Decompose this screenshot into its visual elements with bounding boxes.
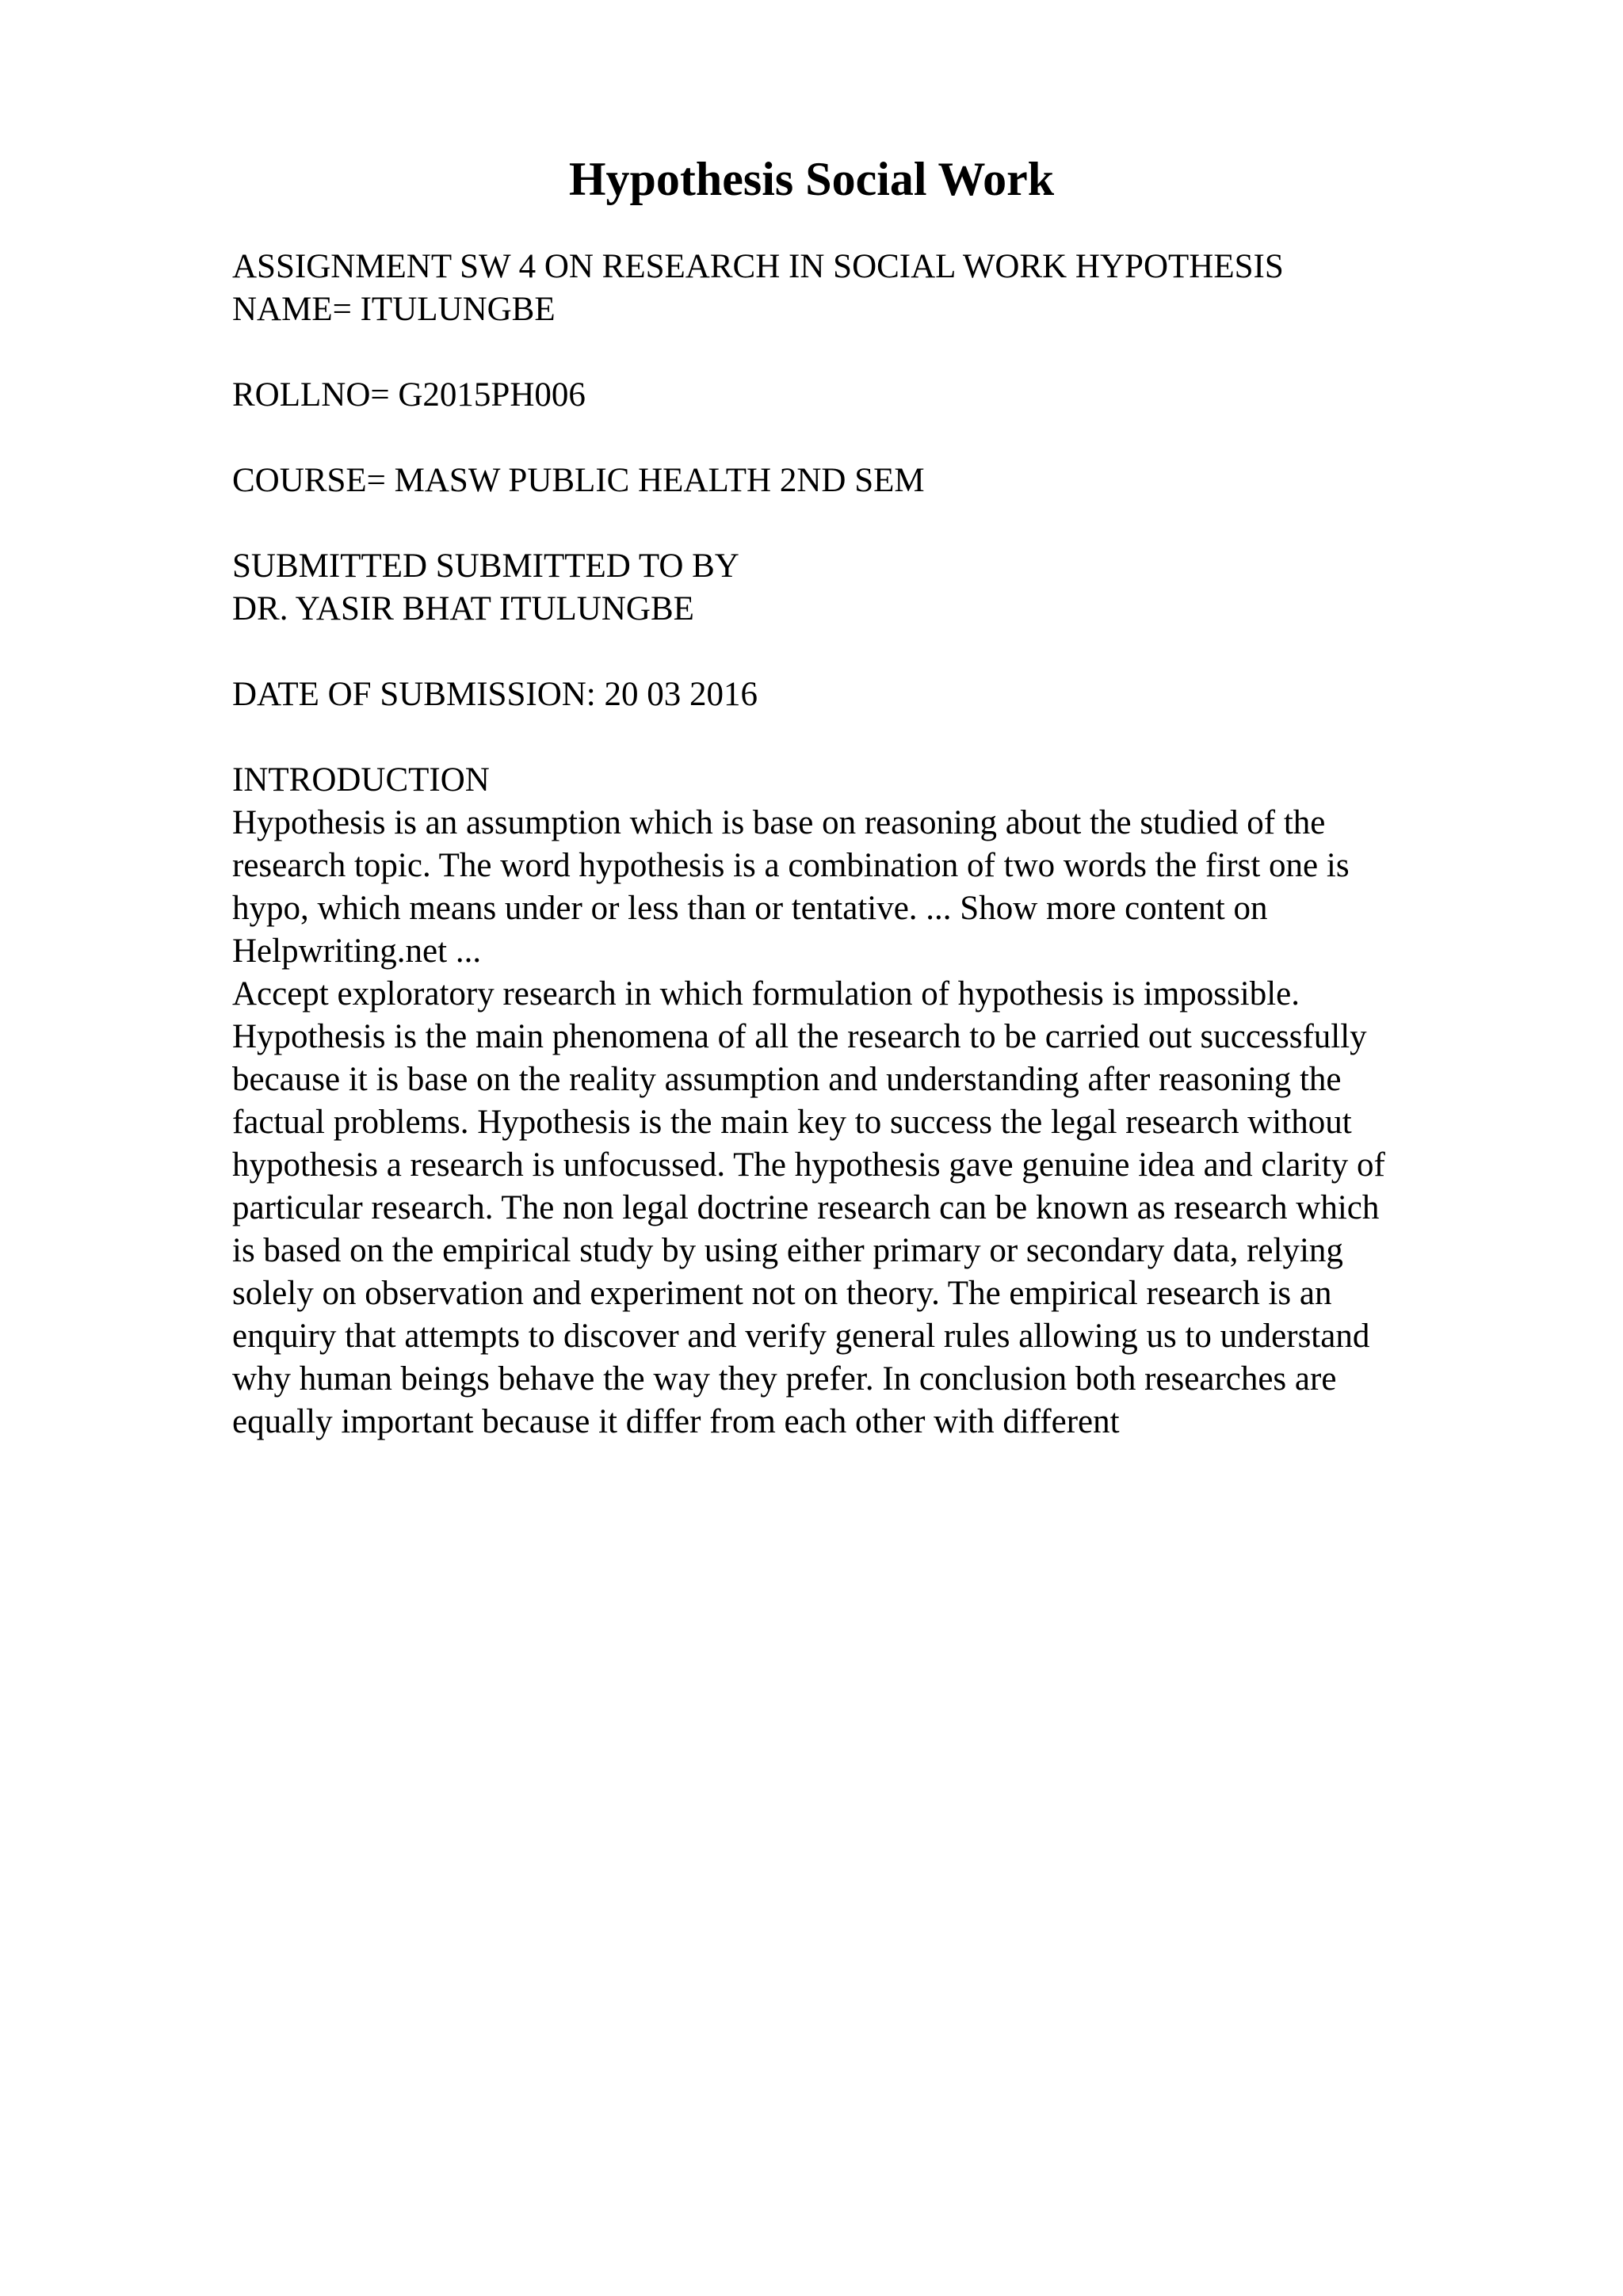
body-line: Helpwriting.net ... xyxy=(232,933,482,970)
paragraph-gap xyxy=(232,502,1516,545)
body-line: solely on observation and experiment not on theory. The empirical research is an xyxy=(232,1275,1332,1312)
body-line: because it is base on the reality assumption and understanding after reasoning the xyxy=(232,1061,1342,1098)
body-line: factual problems. Hypothesis is the main key to success the legal research without xyxy=(232,1104,1352,1141)
submitted-names-line: DR. YASIR BHAT ITULUNGBE xyxy=(232,590,694,627)
document-body xyxy=(232,246,1516,1444)
paragraph-gap xyxy=(232,716,1516,759)
paragraph-gap xyxy=(232,631,1516,673)
course-line: COURSE= MASW PUBLIC HEALTH 2ND SEM xyxy=(232,462,925,499)
assignment-line: ASSIGNMENT SW 4 ON RESEARCH IN SOCIAL WORK HYPOTHESIS xyxy=(232,248,1284,285)
body-line: Hypothesis is an assumption which is base on reasoning about the studied of the xyxy=(232,804,1326,841)
paragraph-gap xyxy=(232,331,1516,374)
name-line: NAME= ITULUNGBE xyxy=(232,291,556,328)
body-line: hypothesis a research is unfocussed. The hypothesis gave genuine idea and clarity of xyxy=(232,1146,1385,1184)
body-line: Hypothesis is the main phenomena of all the research to be carried out successfully xyxy=(232,1018,1367,1055)
body-line: research topic. The word hypothesis is a combination of two words the first one is xyxy=(232,847,1350,884)
body-line: Accept exploratory research in which formulation of hypothesis is impossible. xyxy=(232,975,1300,1013)
submission-date-line: DATE OF SUBMISSION: 20 03 2016 xyxy=(232,676,758,713)
body-line: is based on the empirical study by using either primary or secondary data, relying xyxy=(232,1232,1343,1269)
body-line: particular research. The non legal doctrine research can be known as research which xyxy=(232,1189,1380,1226)
body-line: why human beings behave the way they prefer. In conclusion both researches are xyxy=(232,1360,1337,1398)
submitted-line: SUBMITTED SUBMITTED TO BY xyxy=(232,547,739,585)
document-title: Hypothesis Social Work xyxy=(568,153,1055,205)
body-line: hypo, which means under or less than or tentative. ... Show more content on xyxy=(232,890,1268,927)
body-line: enquiry that attempts to discover and verify general rules allowing us to understand xyxy=(232,1318,1370,1355)
paragraph-gap xyxy=(232,417,1516,460)
introduction-heading: INTRODUCTION xyxy=(232,761,490,799)
body-line: equally important because it differ from each other with different xyxy=(232,1403,1120,1440)
rollno-line: ROLLNO= G2015PH006 xyxy=(232,376,586,414)
